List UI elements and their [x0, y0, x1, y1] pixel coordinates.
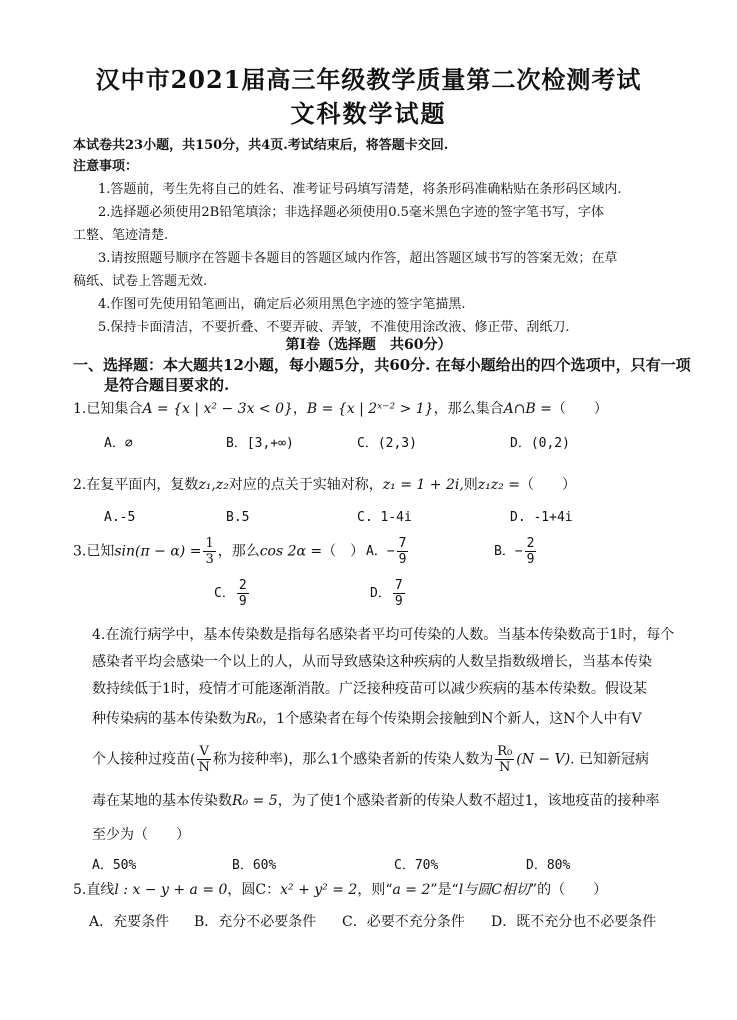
- q4-text: 称为接种率)，那么1个感染者新的传染人数为: [212, 751, 494, 768]
- frac-den: 9: [394, 594, 403, 609]
- q3-text: 3.已知: [73, 543, 115, 560]
- q1-option-c: C．(2,3): [357, 436, 417, 451]
- q2-paren: （ ）: [519, 477, 576, 493]
- q5-option-d: D．既不充分也不必要条件: [491, 914, 657, 930]
- q4-line: 至少为（ ）: [92, 827, 190, 843]
- q2-option-a: A.-5: [104, 510, 136, 525]
- notes-heading: 注意事项：: [73, 159, 139, 174]
- q5-text: ，圆C：: [227, 882, 281, 898]
- q5-option-a: A．充要条件: [89, 914, 170, 930]
- page-subtitle: 文科数学试题: [290, 99, 447, 128]
- q5-circle-eq: x² + y² = 2: [280, 882, 358, 898]
- note-line: 工整、笔迹清楚.: [73, 228, 169, 243]
- q2-z: z₁,z₂: [198, 477, 229, 493]
- note-line: 3.请按照题号顺序在答题卡各题目的答题区域内作答，超出答题区域书写的答案无效；在草: [98, 251, 618, 266]
- q1-sep: ，: [292, 401, 307, 417]
- frac-num: 7: [398, 536, 407, 551]
- exam-intro: 本试卷共23小题，共150分，共4页.考试结束后，将答题卡交回.: [73, 138, 449, 153]
- q3-cos: cos 2α =: [259, 543, 323, 560]
- q4-line: 感染者平均会感染一个以上的人，从而导致感染这种疾病的人数呈指数级增长，当基本传染: [92, 654, 652, 670]
- q1-text: ，那么集合: [433, 401, 504, 417]
- q2-text: 对应的点关于实轴对称，: [228, 477, 383, 493]
- q5-text: ”是“: [430, 882, 459, 898]
- question-2-stem: [73, 474, 576, 494]
- q3-text: ，那么: [217, 543, 260, 560]
- q1-text: 1.已知集合: [73, 401, 143, 417]
- q5-option-b: B．充分不必要条件: [194, 914, 317, 930]
- q4-line: 数持续低于1时，疫情才可能逐渐消散。广泛接种疫苗可以减少疾病的基本传染数。假设某: [92, 681, 647, 697]
- frac-num: 7: [394, 578, 403, 593]
- q3-option-fraction: [397, 536, 409, 567]
- q3-option-c: [214, 578, 251, 609]
- frac-den: 9: [398, 552, 407, 567]
- frac-den: N: [198, 760, 210, 775]
- q3-option-fraction: [237, 578, 249, 609]
- q4-r-fraction: [495, 744, 514, 775]
- q4-line: [92, 708, 642, 728]
- q2-text: 则: [463, 477, 478, 493]
- q3-frac-num: 1: [205, 536, 214, 551]
- frac-num: 2: [238, 578, 247, 593]
- q4-vn-fraction: [197, 744, 210, 775]
- question-1-stem: [73, 398, 608, 418]
- q1-set-b: B = {x | 2ˣ⁻² > 1}: [306, 401, 434, 417]
- q4-option-c: C．70%: [394, 858, 439, 873]
- q4-text: ，为了使1个感染者新的传染人数不超过1，该地疫苗的接种率: [277, 793, 660, 809]
- q5-cond: a = 2: [392, 882, 431, 898]
- note-line: 5.保持卡面清洁，不要折叠、不要弄破、弄皱，不准使用涂改液、修正带、刮纸刀.: [98, 320, 570, 335]
- q3-option-d: [370, 578, 407, 609]
- note-line: 4.作图可先使用铅笔画出，确定后必须用黑色字迹的签字笔描黑.: [98, 297, 466, 312]
- frac-den: N: [499, 760, 511, 775]
- q5-option-c: C．必要不充分条件: [342, 914, 465, 930]
- q3-option-fraction: [393, 578, 405, 609]
- note-line: 1.答题前，考生先将自己的姓名、准考证号码填写清楚，将条形码准确粘贴在条形码区域内.: [98, 182, 622, 197]
- part-title: 第Ⅰ卷（选择题 共60分）: [285, 337, 452, 353]
- q3-fraction: [203, 536, 215, 567]
- q3-sin: sin(π − α) =: [114, 543, 202, 560]
- q4-text: 个人接种过疫苗(: [92, 751, 196, 768]
- q4-line: 4.在流行病学中，基本传染数是指每名感染者平均可传染的人数。当基本传染数高于1时，每个: [92, 627, 675, 643]
- q4-r0-eq: R₀ = 5: [232, 793, 278, 809]
- q4-option-a: A．50%: [92, 858, 137, 873]
- q4-r0: R₀: [246, 711, 263, 727]
- q1-paren: （ ）: [551, 401, 608, 417]
- note-line: 2.选择题必须使用2B铅笔填涂；非选择题必须使用0.5毫米黑色字迹的签字笔书写，字体: [98, 205, 604, 220]
- q4-text: ，1个感染者在每个传染期会接触到N个新人，这N个人中有V: [262, 711, 642, 727]
- q4-text: 种传染病的基本传染数为: [92, 711, 246, 727]
- frac-den: 9: [526, 552, 535, 567]
- q5-text: 5.直线: [73, 882, 115, 898]
- section-heading-cont: 是符合题目要求的.: [104, 376, 230, 394]
- q5-line-eq: l : x − y + a = 0: [114, 882, 228, 898]
- q3-option-sign: −: [514, 544, 523, 559]
- q5-cond2: l与圆C相切: [458, 882, 530, 898]
- q2-option-c: C. 1-4i: [357, 510, 412, 525]
- q1-option-a: A．∅: [104, 436, 133, 451]
- q4-text: . 已知新冠病: [570, 751, 650, 768]
- q4-option-d: D．80%: [526, 858, 571, 873]
- q2-eq: z₁ = 1 + 2i,: [382, 477, 464, 493]
- q3-option-label: D．: [370, 586, 391, 601]
- frac-den: 9: [238, 594, 247, 609]
- frac-num: 2: [526, 536, 535, 551]
- q4-text: 毒在某地的基本传染数: [92, 793, 232, 809]
- frac-num: V: [199, 744, 209, 759]
- q3-option-b: [494, 536, 538, 567]
- q3-paren: （ ）: [322, 543, 365, 560]
- question-5-stem: [73, 879, 607, 899]
- q3-option-fraction: [525, 536, 537, 567]
- q3-option-sign: −: [386, 544, 395, 559]
- page-title: 汉中市2021届高三年级教学质量第二次检测考试: [95, 65, 642, 94]
- q3-option-label: B．: [494, 544, 515, 559]
- q3-option-label: A．: [366, 544, 387, 559]
- q3-frac-den: 3: [205, 552, 214, 567]
- q1-option-b: B．[3,+∞): [226, 436, 294, 451]
- q5-text: ，则“: [357, 882, 393, 898]
- q1-expr: A∩B =: [503, 401, 552, 417]
- q2-option-d: D. -1+4i: [510, 510, 573, 525]
- frac-num: R₀: [497, 744, 513, 759]
- q2-prod: z₁z₂ =: [477, 477, 520, 493]
- q2-text: 2.在复平面内，复数: [73, 477, 199, 493]
- q4-line: [92, 744, 649, 775]
- q1-set-a: A = {x | x² − 3x < 0}: [142, 401, 293, 417]
- q2-option-b: B.5: [226, 510, 250, 525]
- q5-text: ”的（ ）: [529, 882, 608, 898]
- q3-option-a: [366, 536, 410, 567]
- q4-option-b: B．60%: [232, 858, 277, 873]
- q3-option-label: C．: [214, 586, 235, 601]
- note-line: 稿纸、试卷上答题无效.: [73, 274, 208, 289]
- q1-option-d: D．(0,2): [510, 436, 570, 451]
- q4-line: [92, 790, 660, 810]
- section-heading: 一、选择题：本大题共12小题，每小题5分，共60分. 在每小题给出的四个选项中，只有一项: [73, 356, 691, 374]
- q4-expr: (N − V): [516, 751, 571, 768]
- question-3-stem: [73, 536, 364, 567]
